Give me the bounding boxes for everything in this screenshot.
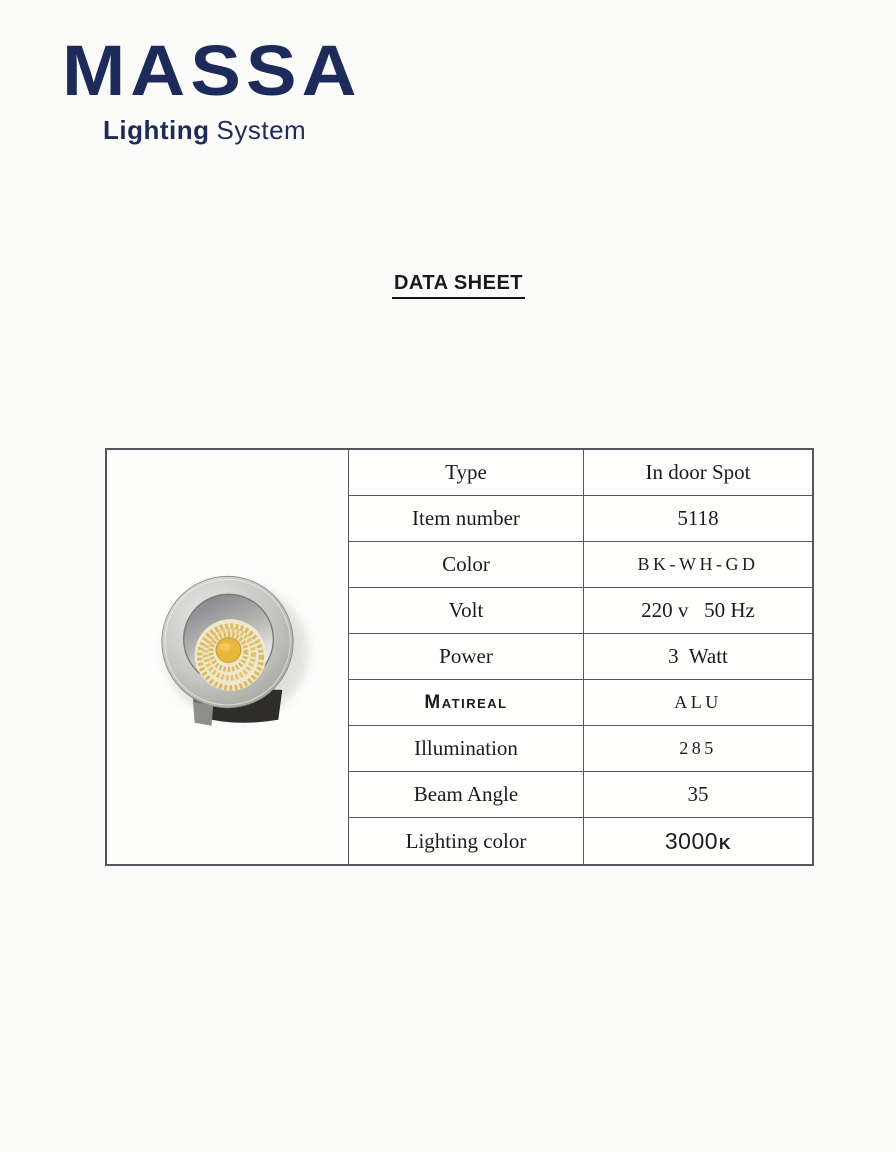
spec-label-text: Power xyxy=(439,644,493,668)
spec-value-text: 220 v 50 Hz xyxy=(641,598,755,622)
spec-value-color xyxy=(584,542,812,588)
spec-label-material xyxy=(349,680,584,726)
spec-value-text xyxy=(665,828,731,855)
spec-label-beam-angle xyxy=(349,772,584,818)
product-photo-cell xyxy=(107,450,349,864)
brand-tagline-regular: System xyxy=(216,115,307,145)
spec-label-text: Volt xyxy=(448,598,484,622)
spec-label-text: Item number xyxy=(412,506,520,530)
spec-value-text: 35 xyxy=(687,782,709,806)
brand-tagline-bold: Lighting xyxy=(103,115,210,145)
spec-value-type xyxy=(584,450,812,496)
brand-name: MASSA xyxy=(62,31,362,112)
brand-logo xyxy=(62,31,362,145)
spec-value-item-number xyxy=(584,496,812,542)
spec-label-text: Color xyxy=(442,552,490,576)
spec-label-type xyxy=(349,450,584,496)
spec-value-power xyxy=(584,634,812,680)
spec-value-text: 5118 xyxy=(677,506,719,530)
document-heading-wrap xyxy=(105,272,812,299)
spec-value-material xyxy=(584,680,812,726)
spec-value-lighting-color xyxy=(584,818,812,864)
spec-value-beam-angle xyxy=(584,772,812,818)
spec-label-volt xyxy=(349,588,584,634)
spec-label-illumination xyxy=(349,726,584,772)
spec-table xyxy=(105,448,814,866)
spec-label-text: Lighting color xyxy=(405,828,527,853)
spec-value-text: ALU xyxy=(674,692,722,712)
spec-label-item-number xyxy=(349,496,584,542)
spec-label-lighting-color xyxy=(349,818,584,864)
spec-label-text: Type xyxy=(445,460,487,484)
spec-label-text: Illumination xyxy=(414,736,518,760)
spec-label-power xyxy=(349,634,584,680)
page-title: DATA SHEET xyxy=(392,272,525,299)
lighting-color-unit: K xyxy=(719,835,732,853)
spec-label-color xyxy=(349,542,584,588)
lighting-color-number: 3000 xyxy=(664,827,719,854)
spec-value-illumination xyxy=(584,726,812,772)
spec-value-text: In door Spot xyxy=(645,460,751,484)
spec-value-text: 285 xyxy=(679,738,717,758)
spec-value-text: 3 Watt xyxy=(668,644,728,668)
spec-label-text: Beam Angle xyxy=(413,782,519,806)
spec-value-text: BK-WH-GD xyxy=(637,554,759,574)
recessed-spotlight-photo-icon xyxy=(107,450,348,864)
spec-value-volt xyxy=(584,588,812,634)
brand-tagline xyxy=(103,116,361,145)
spec-label-text: Matireal xyxy=(424,691,508,713)
